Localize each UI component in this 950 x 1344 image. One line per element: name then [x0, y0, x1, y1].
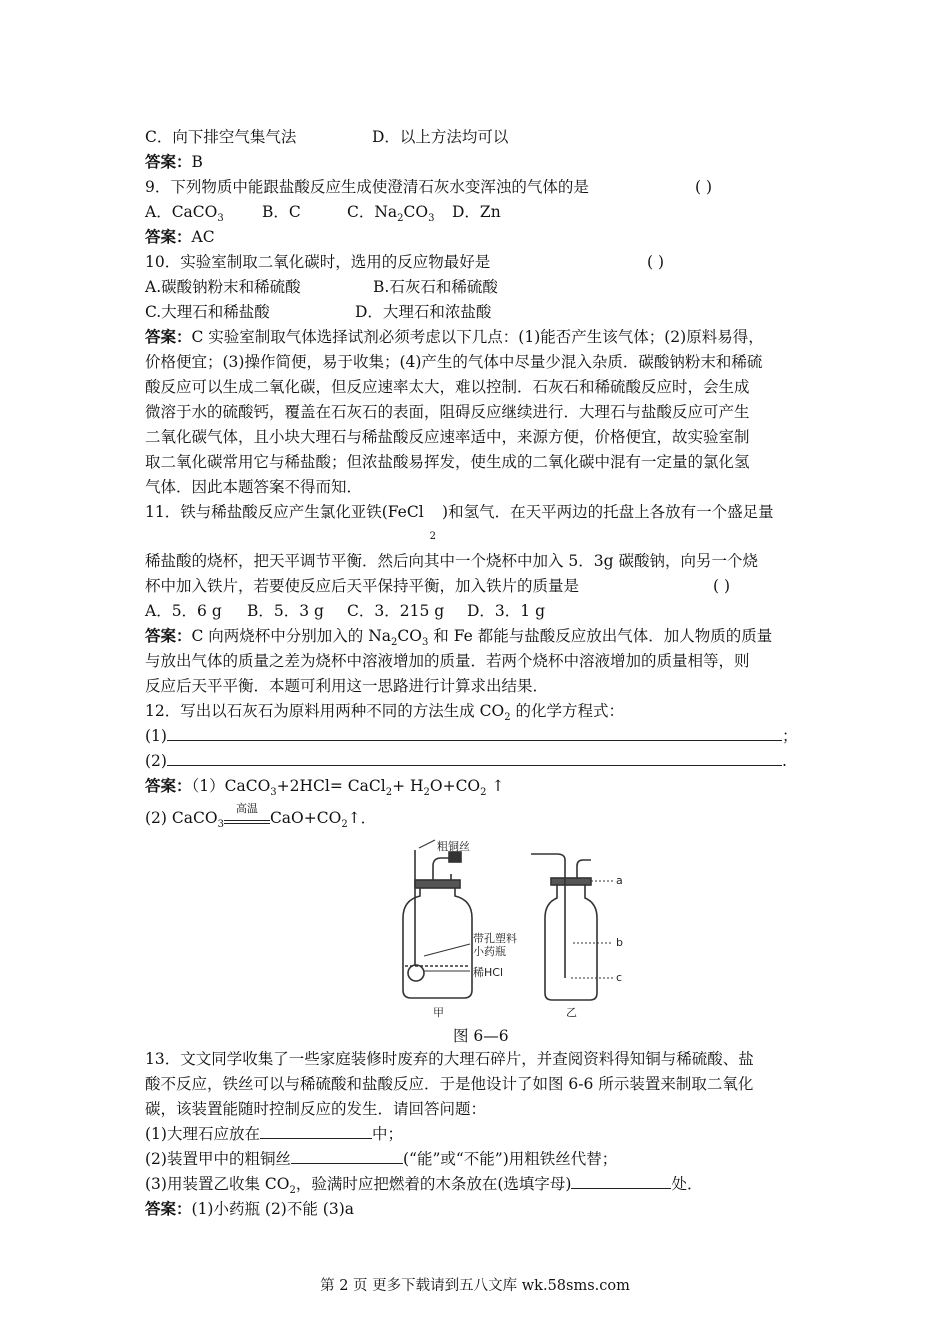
- q10-stem-text: 10．实验室制取二氧化碳时，选用的反应物最好是: [145, 253, 491, 271]
- q10-answer-line-1: [145, 327, 764, 347]
- q8-options: [145, 127, 509, 147]
- answer-label: 答案：: [145, 776, 192, 795]
- q13-blank-3[interactable]: [571, 1174, 671, 1189]
- short-tube: [577, 860, 591, 878]
- q10-options-row1: [145, 277, 498, 297]
- answer-label: 答案：: [145, 152, 192, 171]
- label-b: b: [616, 936, 623, 949]
- q10-answer-text: C 实验室制取气体选择试剂必须考虑以下几点：(1)能否产生该气体；(2)原料易得，: [191, 328, 764, 346]
- q13-stem-line-3: 碳，该装置能随时控制反应的发生．请回答问题：: [145, 1100, 487, 1118]
- figure-caption: 图 6—6: [453, 1027, 509, 1045]
- q9-stem: [145, 177, 713, 197]
- q11-text-b: )和氢气．在天平两边的托盘上各放有一个盛足量: [442, 503, 774, 521]
- q12-blank-1-label: (1): [145, 727, 167, 745]
- q8-option-d: D．以上方法均可以: [372, 128, 509, 146]
- q11-stem-line-2: 稀盐酸的烧杯，把天平调节平衡．然后向其中一个烧杯中加入 5．3g 碳酸钠，向另一个烧: [145, 552, 759, 570]
- q10-answer-line-2: 价格便宜；(3)操作简便，易于收集；(4)产生的气体中尽量少混入杂质．碳酸钠粉末和稀硫: [145, 353, 763, 371]
- q12-blank-2: [145, 751, 787, 771]
- q13-blank-1[interactable]: [260, 1124, 372, 1139]
- q13-stem-line-1: 13．文文同学收集了一些家庭装修时废弃的大理石碎片，并查阅资料得知铜与稀硫酸、盐: [145, 1050, 754, 1068]
- label-wire: 粗铜丝: [437, 840, 470, 853]
- q13-answer-text: (1)小药瓶 (2)不能 (3)a: [191, 1200, 354, 1218]
- long-tube: [531, 854, 565, 978]
- label-yi: 乙: [566, 1006, 577, 1018]
- q10-answer-line-4: 微溶于水的硫酸钙，覆盖在石灰石的表面，阻碍反应继续进行．大理石与盐酸反应可产生: [145, 403, 750, 421]
- q10-option-a: A.碳酸钠粉末和稀硫酸: [145, 278, 301, 296]
- q10-answer-line-5: 二氧化碳气体，且小块大理石与稀盐酸反应速率适中，来源方便，价格便宜，故实验室制: [145, 428, 750, 446]
- q12-blank-1-end: ；: [781, 727, 798, 745]
- q12-blank-1: [145, 726, 797, 746]
- q11-answer-line-3: 反应后天平平衡．本题可利用这一思路进行计算求出结果．: [145, 677, 549, 695]
- q11-text-c: 杯中加入铁片，若要使反应后天平保持平衡，加入铁片的质量是: [145, 577, 580, 595]
- q11-answer-line-2: 与放出气体的质量之差为烧杯中溶液增加的质量．若两个烧杯中溶液增加的质量相等，则: [145, 652, 750, 670]
- q8-answer-text: B: [191, 153, 203, 171]
- q13-part-1: (1)大理石应放在 中；: [145, 1125, 403, 1143]
- q10-option-c: C.大理石和稀盐酸: [145, 303, 270, 321]
- stopper-yi: [551, 878, 591, 885]
- label-bottle-1: 带孔塑料: [473, 932, 517, 945]
- q12-blank-2-end: .: [781, 752, 787, 770]
- q8-answer: [145, 152, 203, 172]
- q9-paren: ( ): [695, 178, 713, 196]
- q9-answer: [145, 227, 215, 247]
- answer-label: 答案：: [145, 1199, 192, 1218]
- answer-label: 答案：: [145, 227, 192, 246]
- q13-part-3: (3)用装置乙收集 $CO_2$，验满时应把燃着的木条放在(选填字母) 处．: [145, 1175, 703, 1197]
- answer-label: 答案：: [145, 327, 192, 346]
- page-footer: 第 2 页 更多下载请到五八文库 wk.58sms.com: [320, 1278, 630, 1294]
- q10-option-b: B.石灰石和稀硫酸: [373, 278, 498, 296]
- q11-stem-line-3: [145, 576, 731, 596]
- q11-text-a: 11．铁与稀盐酸反应产生氯化亚铁(FeCl: [145, 503, 424, 521]
- q9-option-b: B．C: [262, 203, 301, 221]
- q11-stem-line-1: [145, 502, 774, 542]
- q12-stem: 12．写出以石灰石为原料用两种不同的方法生成 $CO_2$ 的化学方程式：: [145, 702, 625, 724]
- q12-answer-2: (2) CaCO$_3$ 高温 $CaO+CO_2↑$．: [145, 802, 377, 831]
- q9-answer-text: AC: [191, 228, 215, 246]
- apparatus-figure: [385, 838, 635, 1018]
- q9-option-a: A．CaCO$_3$: [145, 203, 224, 225]
- bottle-yi: [545, 883, 597, 1000]
- medicine-vial: [408, 965, 424, 981]
- label-bottle-2: 小药瓶: [473, 945, 506, 958]
- q13-stem-line-2: 酸不反应，铁丝可以与稀硫酸和盐酸反应．于是他设计了如图 6-6 所示装置来制取二氧化: [145, 1075, 754, 1093]
- q10-answer-line-3: 酸反应可以生成二氧化碳，但反应速率太大，难以控制．石灰石和稀硫酸反应时，会生成: [145, 378, 750, 396]
- q11-answer-line-1: 答案：C 向两烧杯中分别加入的 $Na_2CO_3$ 和 Fe 都能与盐酸反应放出气体．加人物质的质量: [145, 626, 773, 649]
- q9-options: [145, 202, 501, 229]
- q12-answer-1: 答案：（1）CaCO$_3$+2HCl= CaCl$_2$+ $H_2O+CO_2$ ↑: [145, 776, 505, 799]
- q9-option-c: C．$Na_2CO_3$: [347, 203, 435, 225]
- q8-option-c: C．向下排空气集气法: [145, 128, 297, 146]
- q11-subscript: 2: [429, 531, 437, 542]
- q9-stem-text: 9．下列物质中能跟盐酸反应生成使澄清石灰水变浑浊的气体的是: [145, 178, 589, 196]
- stopper-jia: [415, 880, 460, 888]
- q13-answer: [145, 1199, 354, 1219]
- q11-options: [145, 601, 545, 621]
- q11-paren: ( ): [713, 577, 731, 595]
- q10-paren: ( ): [647, 253, 665, 271]
- q9-option-d: D．Zn: [452, 203, 501, 221]
- q13-part-2: (2)装置甲中的粗铜丝 (“能”或“不能”)用粗铁丝代替；: [145, 1150, 618, 1168]
- q10-option-d: D．大理石和浓盐酸: [355, 303, 492, 321]
- label-a: a: [616, 874, 623, 887]
- label-jia: 甲: [433, 1006, 444, 1018]
- q10-options-row2: [145, 302, 492, 322]
- q11-option-d: D．3．1 g: [467, 602, 545, 620]
- answer-label: 答案：: [145, 626, 192, 645]
- q12-blank-2-line[interactable]: [167, 751, 782, 766]
- q12-blank-2-label: (2): [145, 752, 167, 770]
- q13-blank-2[interactable]: [291, 1149, 403, 1164]
- q11-option-c: C．3．215 g: [347, 602, 445, 620]
- q11-option-a: A．5．6 g: [145, 602, 222, 620]
- label-hcl: 稀HCl: [473, 966, 504, 979]
- q10-answer-line-7: 气体．因此本题答案不得而知．: [145, 478, 363, 496]
- q10-stem: [145, 252, 665, 272]
- reaction-condition: 高温: [224, 808, 270, 828]
- q10-answer-line-6: 取二氧化碳常用它与稀盐酸；但浓盐酸易挥发，使生成的二氧化碳中混有一定量的氯化氢: [145, 453, 750, 471]
- q11-option-b: B．5．3 g: [247, 602, 324, 620]
- q12-blank-1-line[interactable]: [167, 726, 782, 741]
- label-c: c: [616, 971, 623, 984]
